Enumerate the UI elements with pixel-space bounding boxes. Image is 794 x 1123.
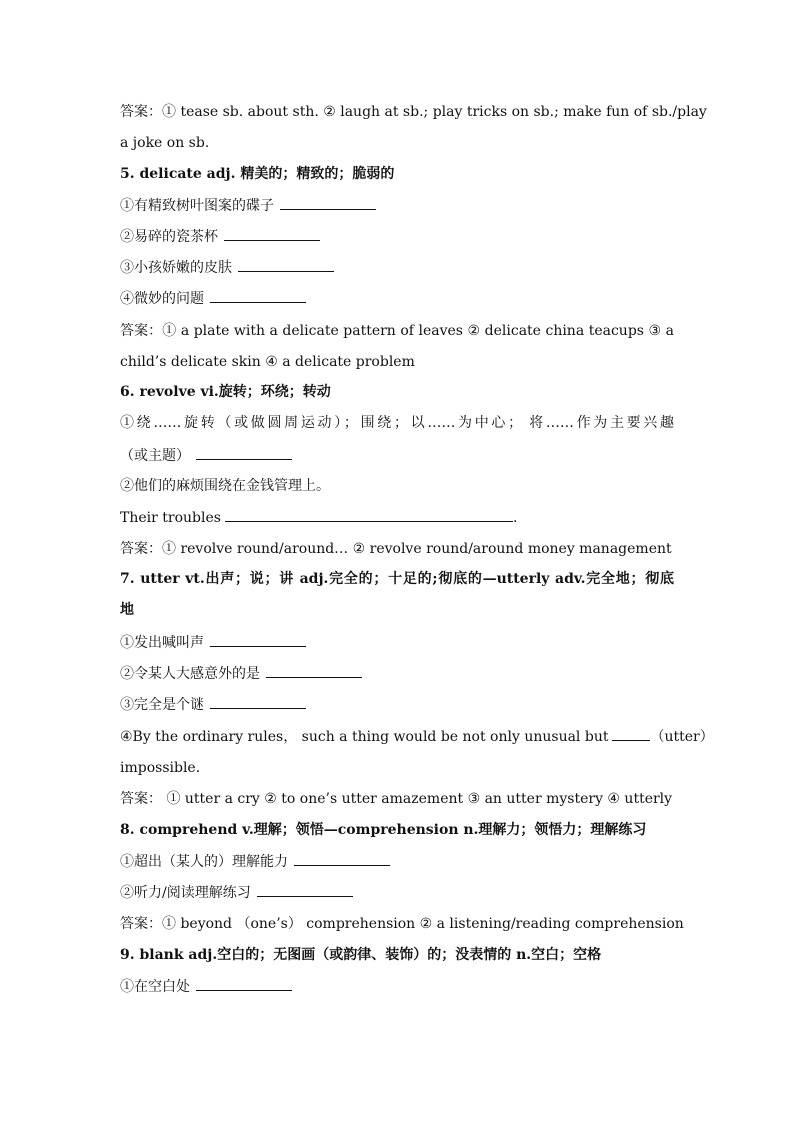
entry-heading-8: 8. comprehend v.理解；领悟—comprehension n.理解力；领悟力；理解练习 — [120, 822, 647, 838]
answer-line-5: 答案：① a plate with a delicate pattern of leaves ② delicate china teacups ③ a — [120, 323, 674, 339]
exercise-item: ①超出（某人的）理解能力 — [120, 851, 674, 872]
answer-line-4-cont: a joke on sb. — [120, 135, 210, 151]
answer-blank — [196, 445, 292, 460]
exercise-item: ③完全是个谜 — [120, 694, 674, 715]
exercise-item-cont: impossible. — [120, 760, 201, 776]
exercise-item: ①发出喊叫声 — [120, 632, 674, 653]
answer-blank — [280, 195, 376, 210]
exercise-item: ①在空白处 — [120, 976, 674, 997]
answer-blank — [612, 726, 650, 741]
answer-blank — [238, 257, 334, 272]
answer-blank — [225, 507, 513, 522]
exercise-item: ②听力/阅读理解练习 — [120, 882, 674, 903]
answer-blank — [210, 288, 306, 303]
entry-heading-6: 6. revolve vi.旋转；环绕；转动 — [120, 384, 331, 400]
answer-line-7: 答案： ① utter a cry ② to one’s utter amazement ③ an utter mystery ④ utterly — [120, 791, 673, 807]
answer-blank — [224, 226, 320, 241]
answer-line-4: 答案：① tease sb. about sth. ② laugh at sb.; play tricks on sb.; make fun of sb./play — [120, 104, 707, 120]
answer-blank — [266, 663, 362, 678]
exercise-item: ④微妙的问题 — [120, 288, 674, 309]
answer-blank — [257, 882, 353, 897]
exercise-item: Their troubles . — [120, 507, 674, 528]
answer-line-6: 答案：① revolve round/around… ② revolve round/around money management — [120, 541, 672, 557]
entry-heading-9: 9. blank adj.空白的；无图画（或韵律、装饰）的；没表情的 n.空白；空格 — [120, 947, 602, 963]
exercise-item: ④By the ordinary rules， such a thing would be not only unusual but （utter） — [120, 726, 674, 747]
answer-blank — [210, 694, 306, 709]
exercise-item: ①绕……旋转（或做圆周运动）；围绕；以……为中心； 将……作为主要兴趣 — [120, 415, 674, 431]
answer-line-8: 答案：① beyond （one’s） comprehension ② a listening/reading comprehension — [120, 916, 684, 932]
exercise-item: ②令某人大感意外的是 — [120, 663, 674, 684]
answer-blank — [196, 976, 292, 991]
entry-heading-5: 5. delicate adj. 精美的；精致的；脆弱的 — [120, 166, 395, 182]
exercise-item: ③小孩娇嫩的皮肤 — [120, 257, 674, 278]
entry-heading-7-cont: 地 — [120, 602, 134, 618]
exercise-item: （或主题） — [120, 445, 674, 466]
exercise-item: ②易碎的瓷茶杯 — [120, 226, 674, 247]
answer-blank — [210, 632, 306, 647]
answer-blank — [294, 851, 390, 866]
exercise-item: ①有精致树叶图案的碟子 — [120, 195, 674, 216]
answer-line-5-cont: child’s delicate skin ④ a delicate problem — [120, 354, 415, 370]
exercise-item: ②他们的麻烦围绕在金钱管理上。 — [120, 478, 330, 494]
entry-heading-7: 7. utter vt.出声；说；讲 adj.完全的；十足的;彻底的—utterly adv.完全地；彻底 — [120, 571, 674, 587]
